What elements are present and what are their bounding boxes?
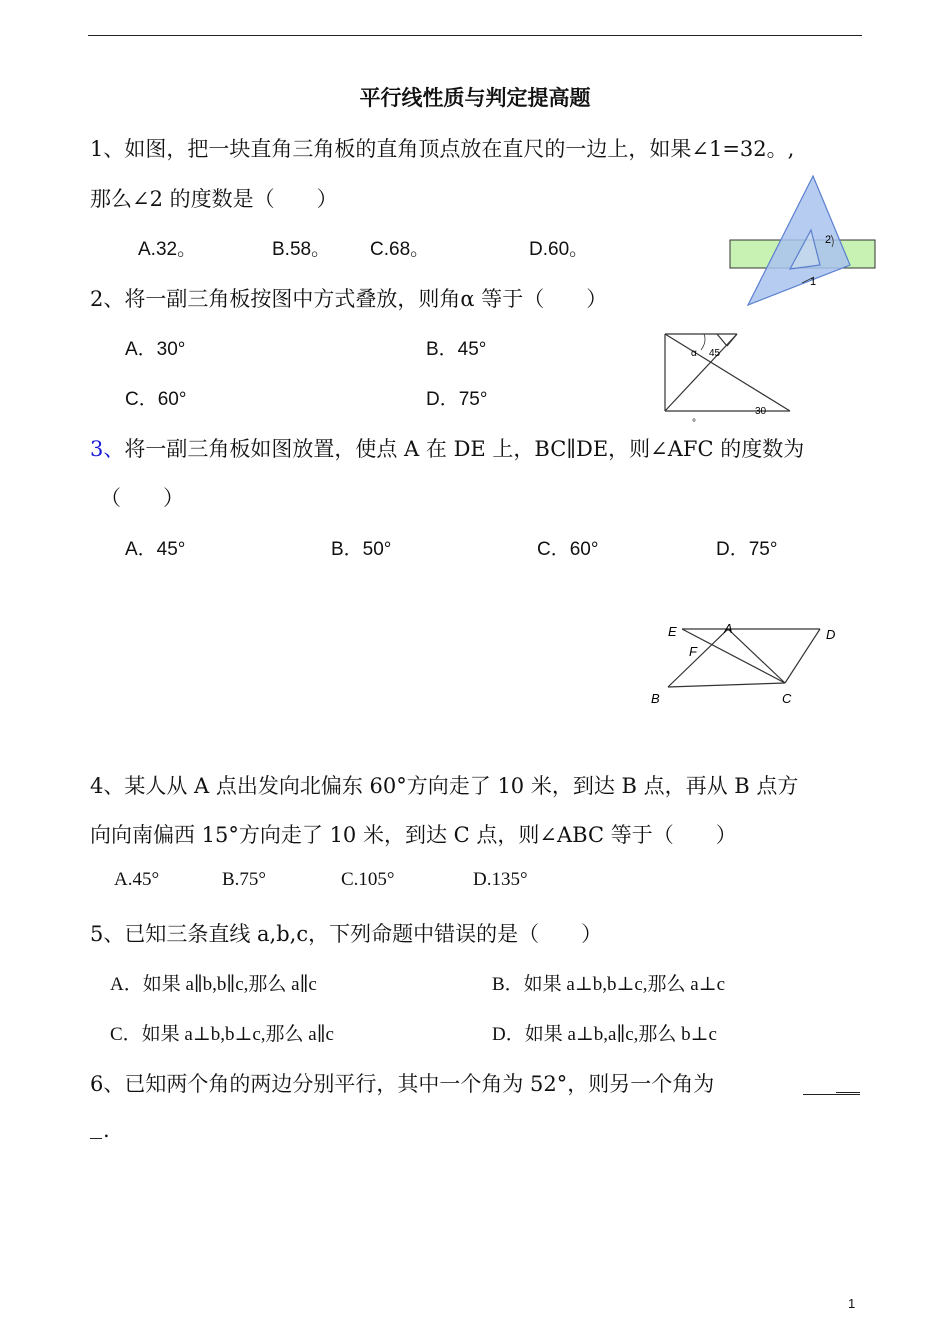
q2-option-a: A．30° xyxy=(125,339,186,360)
q1-figure xyxy=(720,168,885,313)
q3-option-d: D．75° xyxy=(716,539,778,560)
q2-45-label: 45 xyxy=(709,348,721,359)
q2-option-b: B．45° xyxy=(426,339,487,360)
q2-option-c: C．60° xyxy=(125,389,187,410)
q5-stem: 5、已知三条直线 a,b,c，下列命题中错误的是（ ） xyxy=(90,922,603,946)
q1-angle2-label: 2 xyxy=(825,234,832,246)
q3-option-a: A．45° xyxy=(125,539,186,560)
q6-stem: 6、已知两个角的两边分别平行，其中一个角为 52°，则另一个角为 xyxy=(90,1072,715,1096)
q3-point-d: D xyxy=(826,627,836,642)
q4-stem-line2: 向向南偏西 15°方向走了 10 米，到达 C 点，则∠ABC 等于（ ） xyxy=(90,823,737,847)
q6-answer-blank-emphasis xyxy=(836,1092,860,1093)
q3-point-b: B xyxy=(651,691,660,706)
q2-figure xyxy=(655,328,800,428)
q3-stem-text: 将一副三角板如图放置，使点 A 在 DE 上，BC∥DE，则∠AFC 的度数为 xyxy=(124,437,805,461)
q4-option-d: D.135° xyxy=(473,869,528,890)
q2-stem: 2、将一副三角板按图中方式叠放，则角α 等于（ ） xyxy=(90,287,608,311)
q5-option-c: C．如果 a⊥b,b⊥c,那么 a∥c xyxy=(110,1024,334,1045)
q3-point-f: F xyxy=(689,644,697,659)
q4-option-b: B.75° xyxy=(222,869,267,890)
q4-stem-line1: 4、某人从 A 点出发向北偏东 60°方向走了 10 米，到达 B 点，再从 B 点方 xyxy=(90,774,799,798)
q3-figure xyxy=(640,615,850,715)
q5-option-b: B．如果 a⊥b,b⊥c,那么 a⊥c xyxy=(492,974,726,995)
q4-option-c: C.105° xyxy=(341,869,395,890)
q3-stem-line2: （ ） xyxy=(100,486,184,510)
q1-option-b: B.58。 xyxy=(272,239,331,260)
q3-number: 3、 xyxy=(90,437,125,461)
q1-option-c: C.68。 xyxy=(370,239,430,260)
q3-stem-line1 xyxy=(90,433,804,463)
q5-option-a: A．如果 a∥b,b∥c,那么 a∥c xyxy=(110,974,317,995)
page-title: 平行线性质与判定提高题 xyxy=(359,86,591,110)
q1-option-d: D.60。 xyxy=(529,239,589,260)
q3-option-b: B．50° xyxy=(331,539,392,560)
q3-point-c: C xyxy=(782,691,792,706)
q6-stem-end: . xyxy=(103,1118,110,1142)
q6-answer-blank-cont xyxy=(90,1138,102,1139)
q1-angle1-label: 1 xyxy=(810,276,817,288)
q2-alpha-label: α xyxy=(691,348,697,359)
q3-point-a: A xyxy=(724,621,733,636)
q2-30-label: 30 xyxy=(755,406,767,417)
q3-point-e: E xyxy=(668,624,677,639)
q1-option-a: A.32。 xyxy=(138,239,197,260)
q2-option-d: D．75° xyxy=(426,389,488,410)
q3-option-c: C．60° xyxy=(537,539,599,560)
q6-answer-blank xyxy=(803,1094,860,1095)
q1-stem-line2: 那么∠2 的度数是（ ） xyxy=(90,187,338,211)
page-number: 1 xyxy=(848,1296,856,1311)
q5-option-d: D．如果 a⊥b,a∥c,那么 b⊥c xyxy=(492,1024,717,1045)
q4-option-a: A.45° xyxy=(114,869,160,890)
q2-degree-mark: ° xyxy=(692,418,696,429)
q1-stem-line1: 1、如图，把一块直角三角板的直角顶点放在直尺的一边上，如果∠1=32。, xyxy=(90,137,795,161)
header-rule xyxy=(88,35,862,36)
